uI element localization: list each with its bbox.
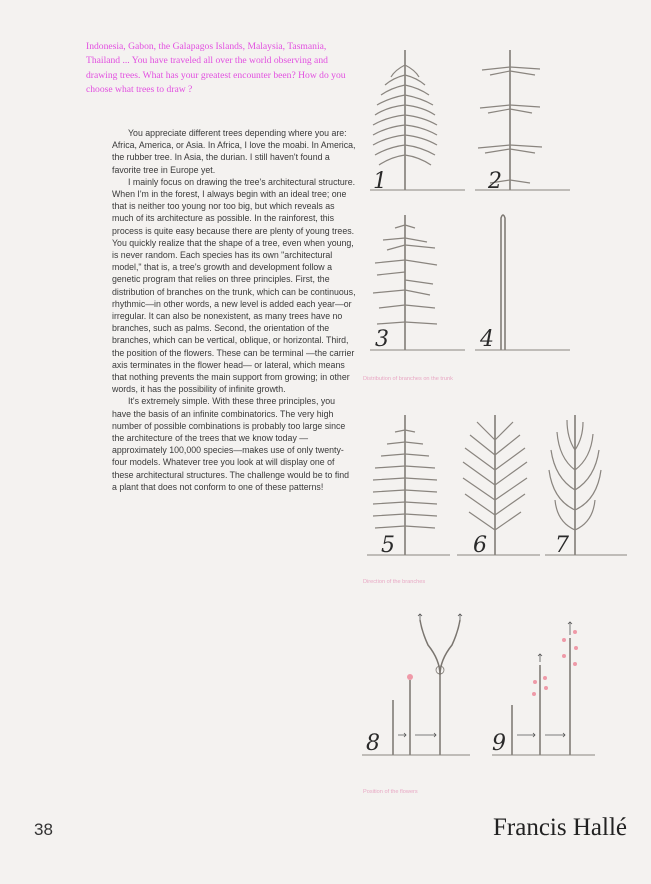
tree-figure-6 — [455, 410, 545, 560]
figure-label-8: 8 — [366, 731, 380, 756]
interview-answer — [112, 127, 356, 493]
figure-label-7: 7 — [555, 533, 569, 558]
tree-figure-3 — [365, 210, 475, 360]
figure-label-9: 9 — [492, 731, 506, 756]
tree-figure-4 — [470, 210, 580, 360]
page-number: 38 — [34, 820, 53, 839]
tree-figure-9 — [490, 610, 600, 765]
caption-direction: Direction of the branches — [363, 579, 426, 585]
tree-figure-1 — [365, 45, 475, 195]
running-head: Francis Hallé — [493, 814, 627, 841]
figure-label-1: 1 — [373, 169, 387, 194]
tree-model-9-drawing — [492, 622, 595, 755]
figure-label-2: 2 — [488, 169, 502, 194]
figure-label-5: 5 — [381, 533, 395, 558]
figure-label-4: 4 — [480, 327, 494, 352]
tree-model-5-drawing — [367, 415, 450, 555]
tree-figure-5 — [365, 410, 455, 560]
answer-paragraph: I mainly focus on drawing the tree's architectural structure. When I'm in the forest, I always begin with an ideal tree; one that is neither too young nor too big, but which reveals as much of its architecture as possible. In the rainforest, this process is quite easy because there are plenty of young trees. You quickly realize that the shape of a tree, even when young, is never random. Each species has its own "architectural model," that is, a tree's growth and development follow a genetic program that relies on three principles. First, the distribution of branches on the trunk, which can be continuous, rhythmic—in other words, a new level is added each year—or irregular. It can also be nonexistent, as many trees have no branches, such as palms. Second, the orientation of the branches, which can be vertical, oblique, or horizontal. Third, the position of the flowers. These can be terminal —the carrier axis terminates in the flower head— or lateral, which means that nothing prevents the main support from growing; in other words, it has the possibility of infinite growth. — [112, 176, 356, 395]
figure-label-6: 6 — [473, 533, 487, 558]
figure-label-3: 3 — [375, 327, 389, 352]
interview-question: Indonesia, Gabon, the Galapagos Islands, Malaysia, Tasmania, Thailand ... You have traveled all over the world observing and drawing trees. What has your greatest encounter been? How do you choose what trees to draw ? — [86, 41, 346, 95]
answer-paragraph: It's extremely simple. With these three principles, you have the basis of an infinite combinatorics. The very high number of possible combinations is probably too large since the architecture of the trees that we know today —approximately 100,000 species—makes use of only twenty-four models. Whatever tree you look at will display one of these architectural structures. The challenge would be to find a plant that does not conform to one of these patterns! — [112, 396, 350, 492]
tree-figure-8 — [360, 610, 475, 765]
tree-figure-7 — [545, 410, 635, 560]
caption-distribution: Distribution of branches on the trunk — [363, 376, 453, 382]
answer-paragraph: You appreciate different trees depending where you are: Africa, America, or Asia. In Africa, I love the moabi. In America, the rubber tree. In Asia, the durian. I still haven't found a favorite tree in Europe yet. — [112, 128, 356, 175]
tree-model-6-drawing — [457, 415, 540, 555]
tree-figure-2 — [470, 45, 580, 195]
terminal-flower — [407, 674, 413, 680]
lateral-flowers — [532, 630, 578, 696]
caption-position: Position of the flowers — [363, 789, 418, 795]
